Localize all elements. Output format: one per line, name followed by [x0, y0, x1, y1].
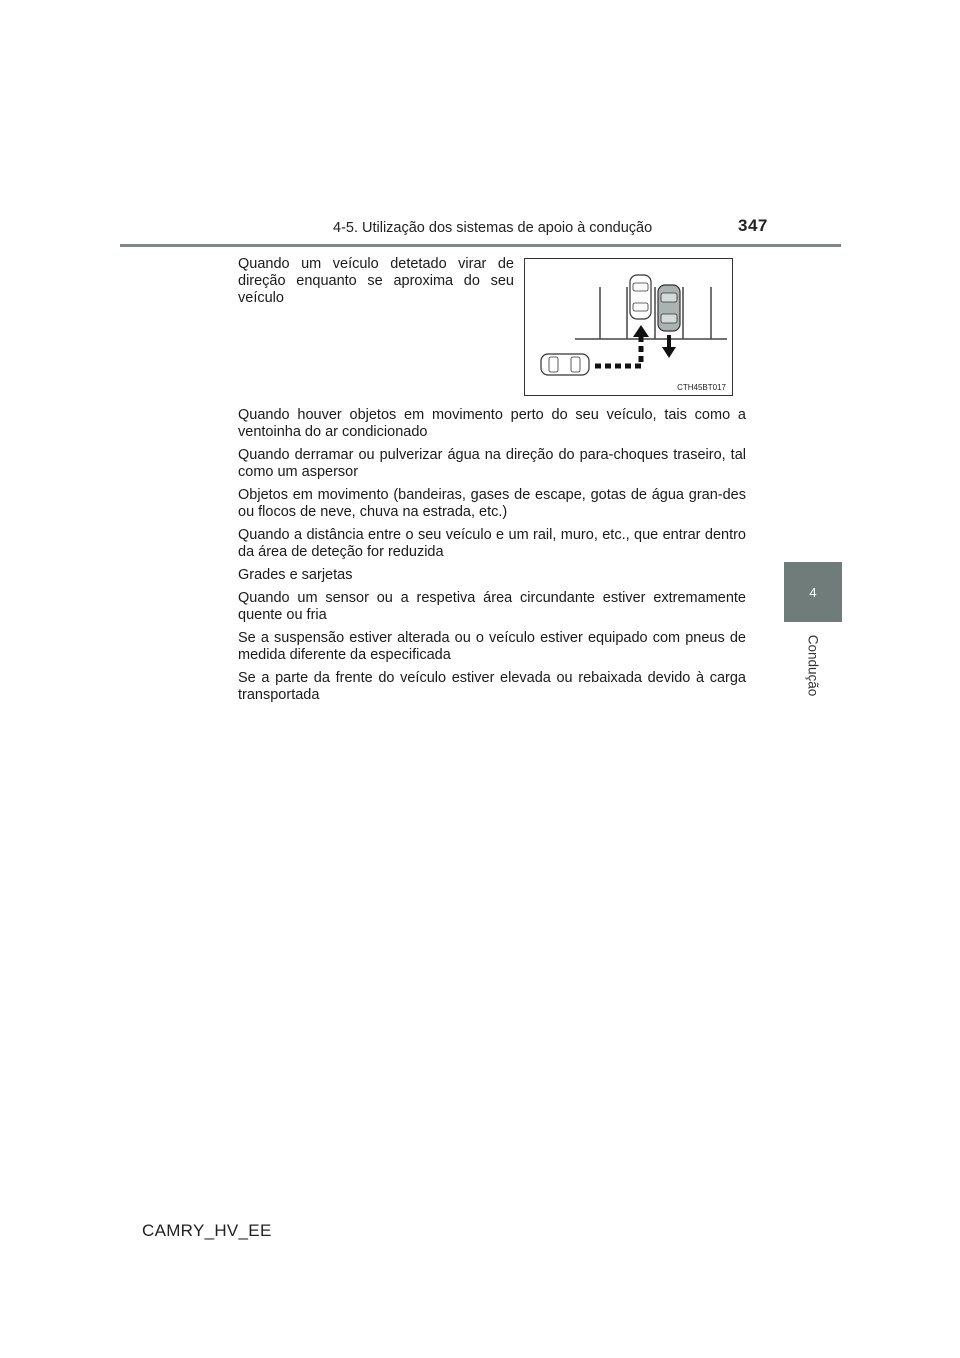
footer-model-code: CAMRY_HV_EE — [142, 1221, 272, 1240]
parking-figure — [524, 258, 733, 396]
list-item: Grades e sarjetas — [238, 567, 353, 583]
turn-path-arrow-icon — [595, 325, 649, 366]
list-item: Quando um sensor ou a respetiva área circundante estiver extremamente quente ou fria — [238, 590, 746, 623]
list-item: Objetos em movimento (bandeiras, gases de escape, gotas de água gran-des ou flocos de neve, chuva na estrada, etc.) — [238, 487, 746, 520]
chapter-label — [784, 630, 842, 700]
header-title: 4-5. Utilização dos sistemas de apoio à condução — [333, 220, 653, 236]
list-item: Quando houver objetos em movimento perto do seu veículo, tais como a ventoinha do ar condicionado — [238, 407, 746, 440]
list-item: Quando a distância entre o seu veículo e um rail, muro, etc., que entrar dentro da área de deteção for reduzida — [238, 527, 746, 560]
header-rule — [120, 244, 841, 247]
chapter-tab[interactable] — [784, 562, 842, 622]
parked-car-icon — [630, 275, 651, 319]
reversing-car-icon — [658, 285, 680, 331]
page-number: 347 — [738, 216, 768, 235]
parking-diagram — [525, 259, 732, 395]
list-item: Se a suspensão estiver alterada ou o veículo estiver equipado com pneus de medida diferente da especificada — [238, 630, 746, 663]
figure-code: CTH45BT017 — [677, 383, 726, 392]
approaching-car-icon — [541, 354, 589, 375]
list-item: Se a parte da frente do veículo estiver elevada ou rebaixada devido à carga transportada — [238, 670, 746, 703]
chapter-number: 4 — [809, 584, 817, 600]
chapter-name: Condução — [805, 634, 821, 696]
list-item: Quando derramar ou pulverizar água na direção do para-choques traseiro, tal como um aspersor — [238, 447, 746, 480]
conditions-list — [238, 407, 746, 710]
intro-text: Quando um veículo detetado virar de direção enquanto se aproxima do seu veículo — [238, 256, 514, 306]
